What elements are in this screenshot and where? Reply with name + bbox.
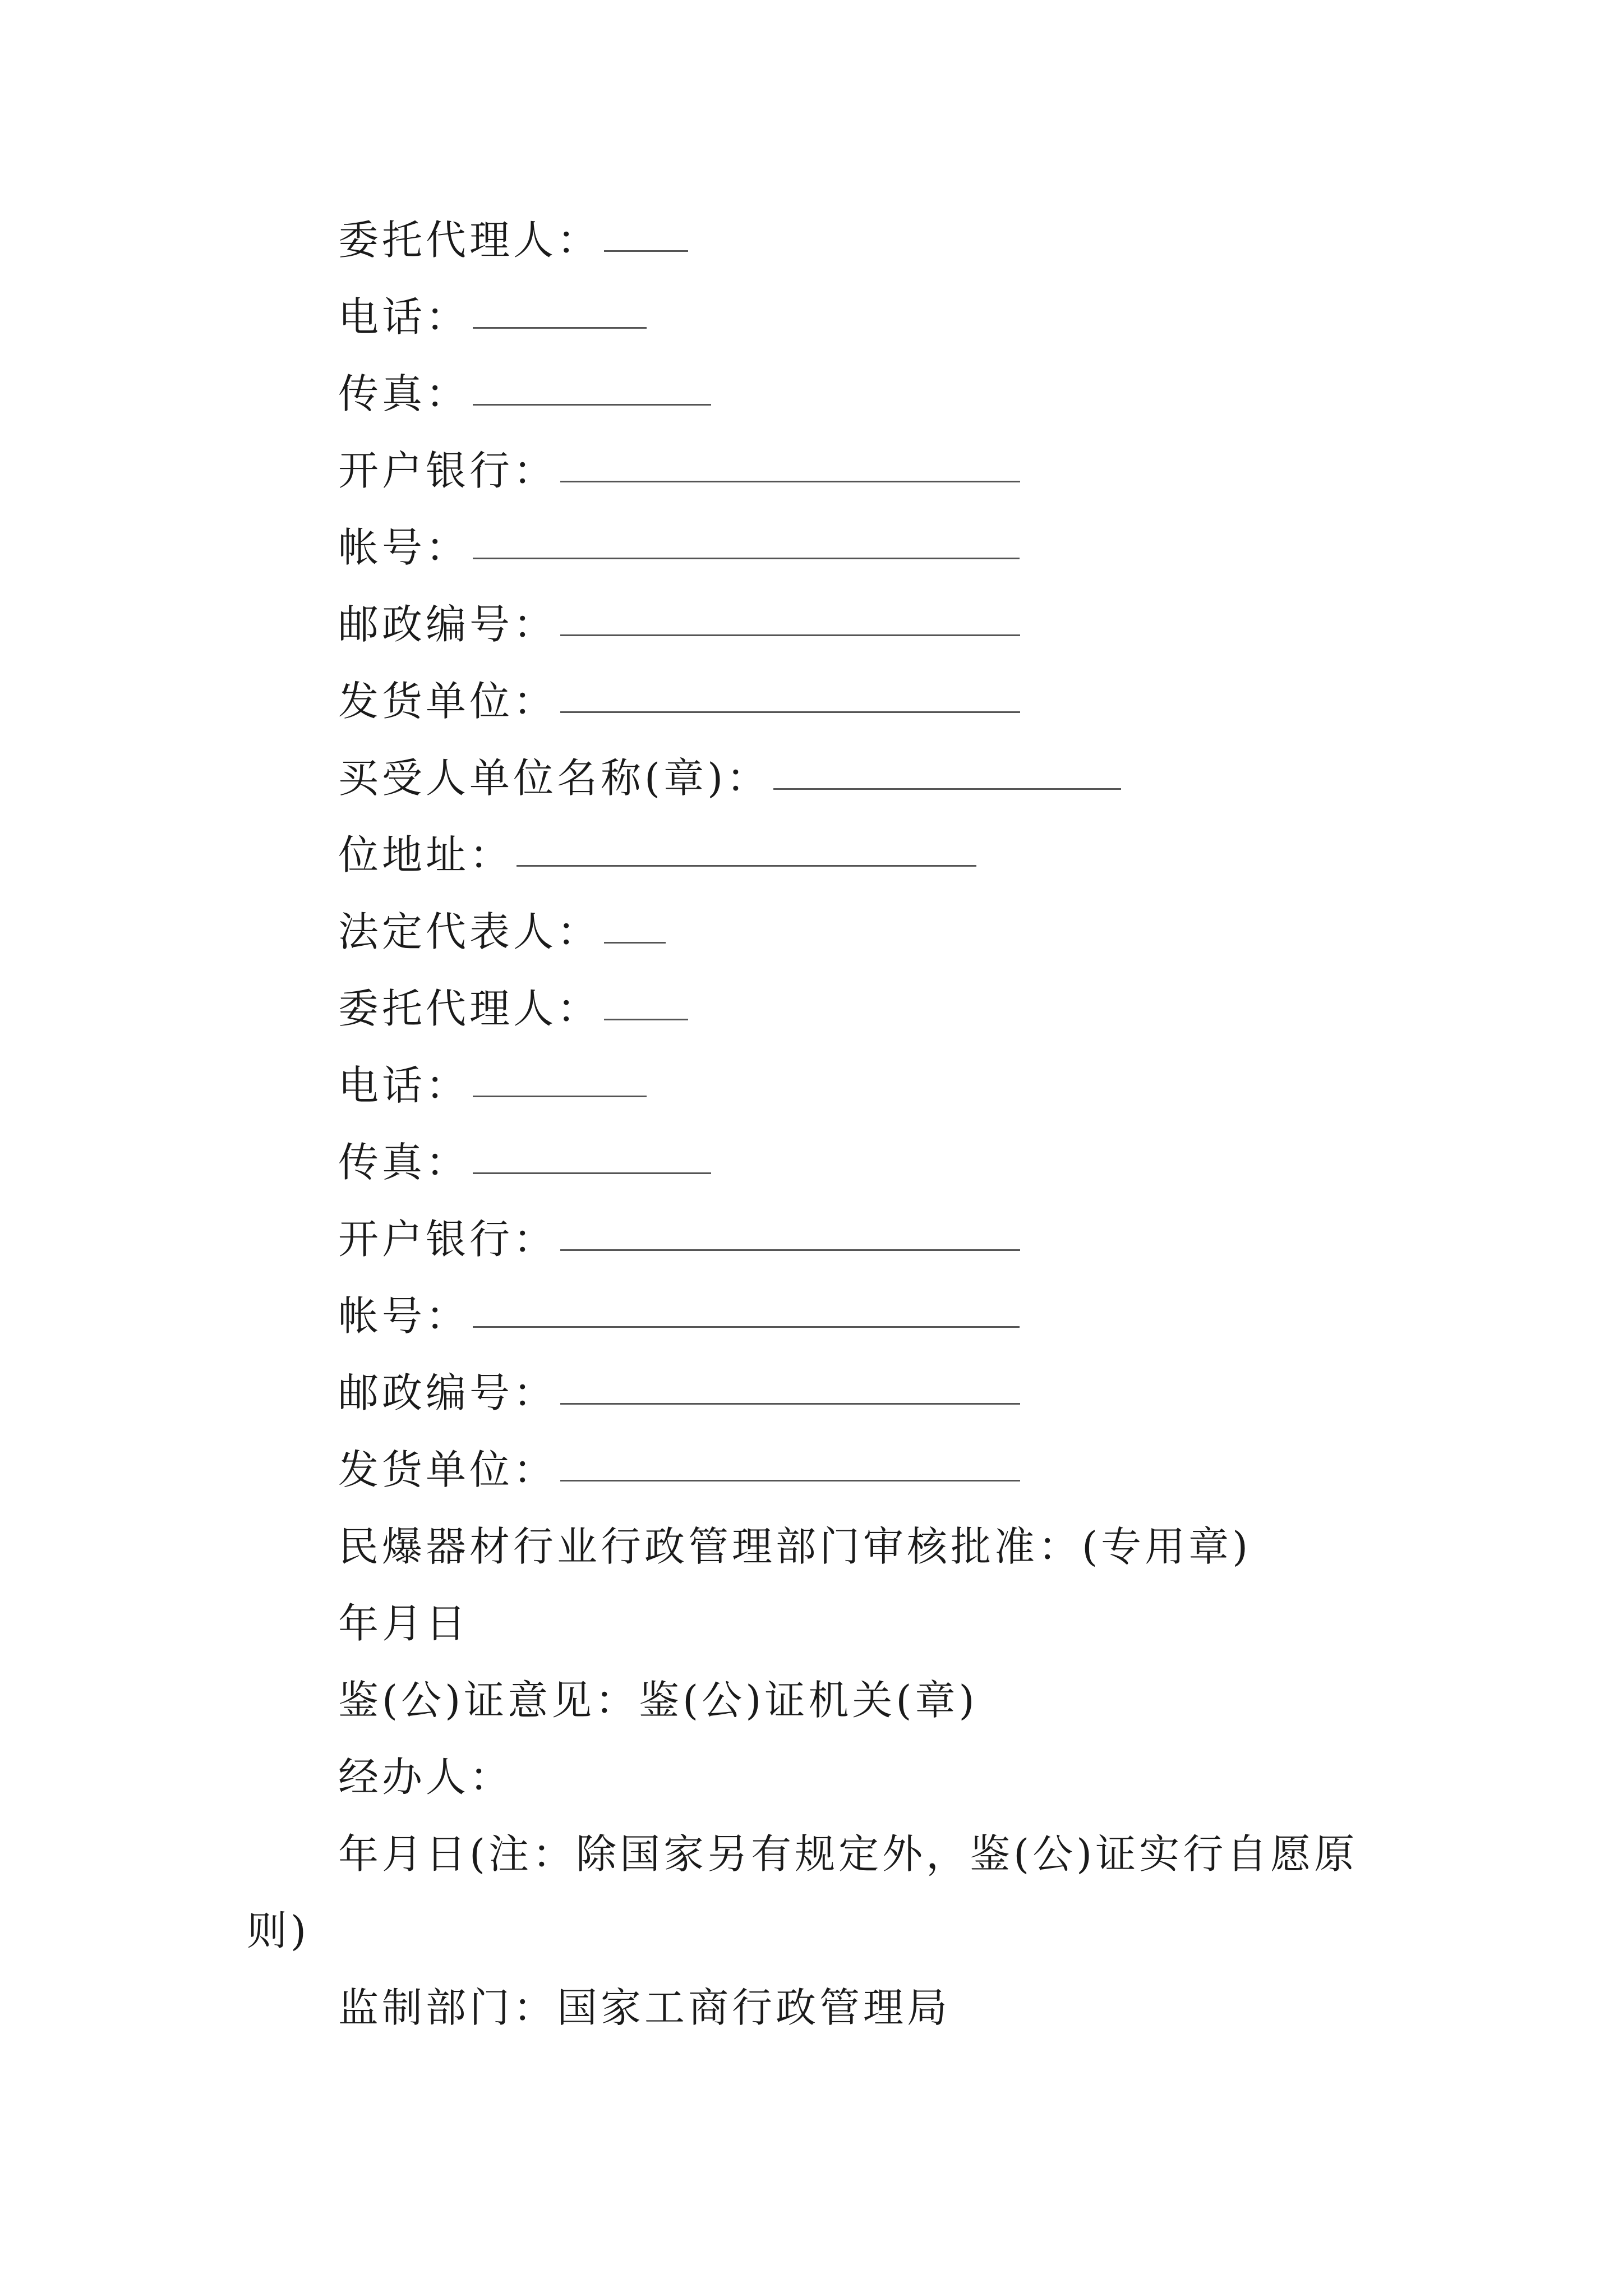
receiver-legal-rep-label: 法定代表人： bbox=[338, 908, 601, 955]
agent-blank[interactable] bbox=[604, 217, 688, 252]
approval-authority-text: 民爆器材行业行政管理部门审核批准：(专用章) bbox=[338, 1523, 1252, 1570]
postal-field bbox=[338, 596, 1020, 652]
receiver-shipper-field bbox=[338, 1442, 1020, 1498]
receiver-postal-blank[interactable] bbox=[560, 1369, 1020, 1405]
account-field bbox=[338, 519, 1020, 576]
receiver-company-label: 买受人单位名称(章)： bbox=[338, 754, 771, 802]
receiver-phone-blank[interactable] bbox=[473, 1062, 647, 1097]
postal-blank[interactable] bbox=[560, 601, 1020, 636]
receiver-phone-field bbox=[338, 1057, 647, 1114]
notarization-opinion-text: 鉴(公)证意见：鉴(公)证机关(章) bbox=[338, 1677, 978, 1724]
receiver-bank-field bbox=[338, 1211, 1020, 1267]
receiver-fax-label: 传真： bbox=[338, 1139, 470, 1186]
receiver-account-label: 帐号： bbox=[338, 1292, 470, 1340]
receiver-shipper-blank[interactable] bbox=[560, 1446, 1020, 1481]
receiver-bank-blank[interactable] bbox=[560, 1216, 1020, 1251]
receiver-address-field bbox=[338, 827, 976, 883]
bank-field bbox=[338, 443, 1020, 499]
postal-label: 邮政编号： bbox=[338, 601, 557, 648]
notarization-date-note-line2: 则) bbox=[247, 1907, 310, 1954]
receiver-phone-label: 电话： bbox=[338, 1062, 470, 1109]
fax-label: 传真： bbox=[338, 370, 470, 417]
phone-blank[interactable] bbox=[473, 293, 647, 329]
receiver-fax-field bbox=[338, 1134, 711, 1190]
agent-field bbox=[338, 212, 688, 268]
receiver-legal-rep-blank[interactable] bbox=[604, 908, 666, 944]
receiver-postal-label: 邮政编号： bbox=[338, 1369, 557, 1416]
agent-label: 委托代理人： bbox=[338, 217, 601, 264]
bank-label: 开户银行： bbox=[338, 447, 557, 494]
approval-date-text: 年月日 bbox=[338, 1600, 470, 1647]
notarization-date-note-line1: 年月日(注：除国家另有规定外，鉴(公)证实行自愿原 bbox=[338, 1830, 1358, 1878]
receiver-agent-field bbox=[338, 981, 688, 1037]
receiver-address-label: 位地址： bbox=[338, 831, 514, 878]
receiver-shipper-label: 发货单位： bbox=[338, 1446, 557, 1493]
receiver-company-field bbox=[338, 750, 1121, 806]
receiver-address-blank[interactable] bbox=[517, 831, 976, 867]
receiver-postal-field bbox=[338, 1365, 1020, 1421]
account-label: 帐号： bbox=[338, 524, 470, 571]
receiver-company-blank[interactable] bbox=[773, 754, 1121, 790]
fax-blank[interactable] bbox=[473, 370, 711, 406]
notarization-handler-label: 经办人： bbox=[338, 1754, 514, 1801]
receiver-legal-rep-field bbox=[338, 904, 666, 960]
receiver-agent-blank[interactable] bbox=[604, 985, 688, 1020]
receiver-agent-label: 委托代理人： bbox=[338, 985, 601, 1032]
phone-label: 电话： bbox=[338, 293, 470, 341]
fax-field bbox=[338, 366, 711, 422]
phone-field bbox=[338, 289, 647, 345]
receiver-account-blank[interactable] bbox=[473, 1292, 1020, 1328]
shipper-label: 发货单位： bbox=[338, 678, 557, 725]
shipper-field bbox=[338, 673, 1020, 729]
shipper-blank[interactable] bbox=[560, 678, 1020, 713]
bank-blank[interactable] bbox=[560, 447, 1020, 482]
receiver-fax-blank[interactable] bbox=[473, 1139, 711, 1174]
account-blank[interactable] bbox=[473, 524, 1020, 559]
receiver-account-field bbox=[338, 1288, 1020, 1344]
receiver-bank-label: 开户银行： bbox=[338, 1216, 557, 1263]
supervision-text: 监制部门：国家工商行政管理局 bbox=[338, 1984, 951, 2031]
